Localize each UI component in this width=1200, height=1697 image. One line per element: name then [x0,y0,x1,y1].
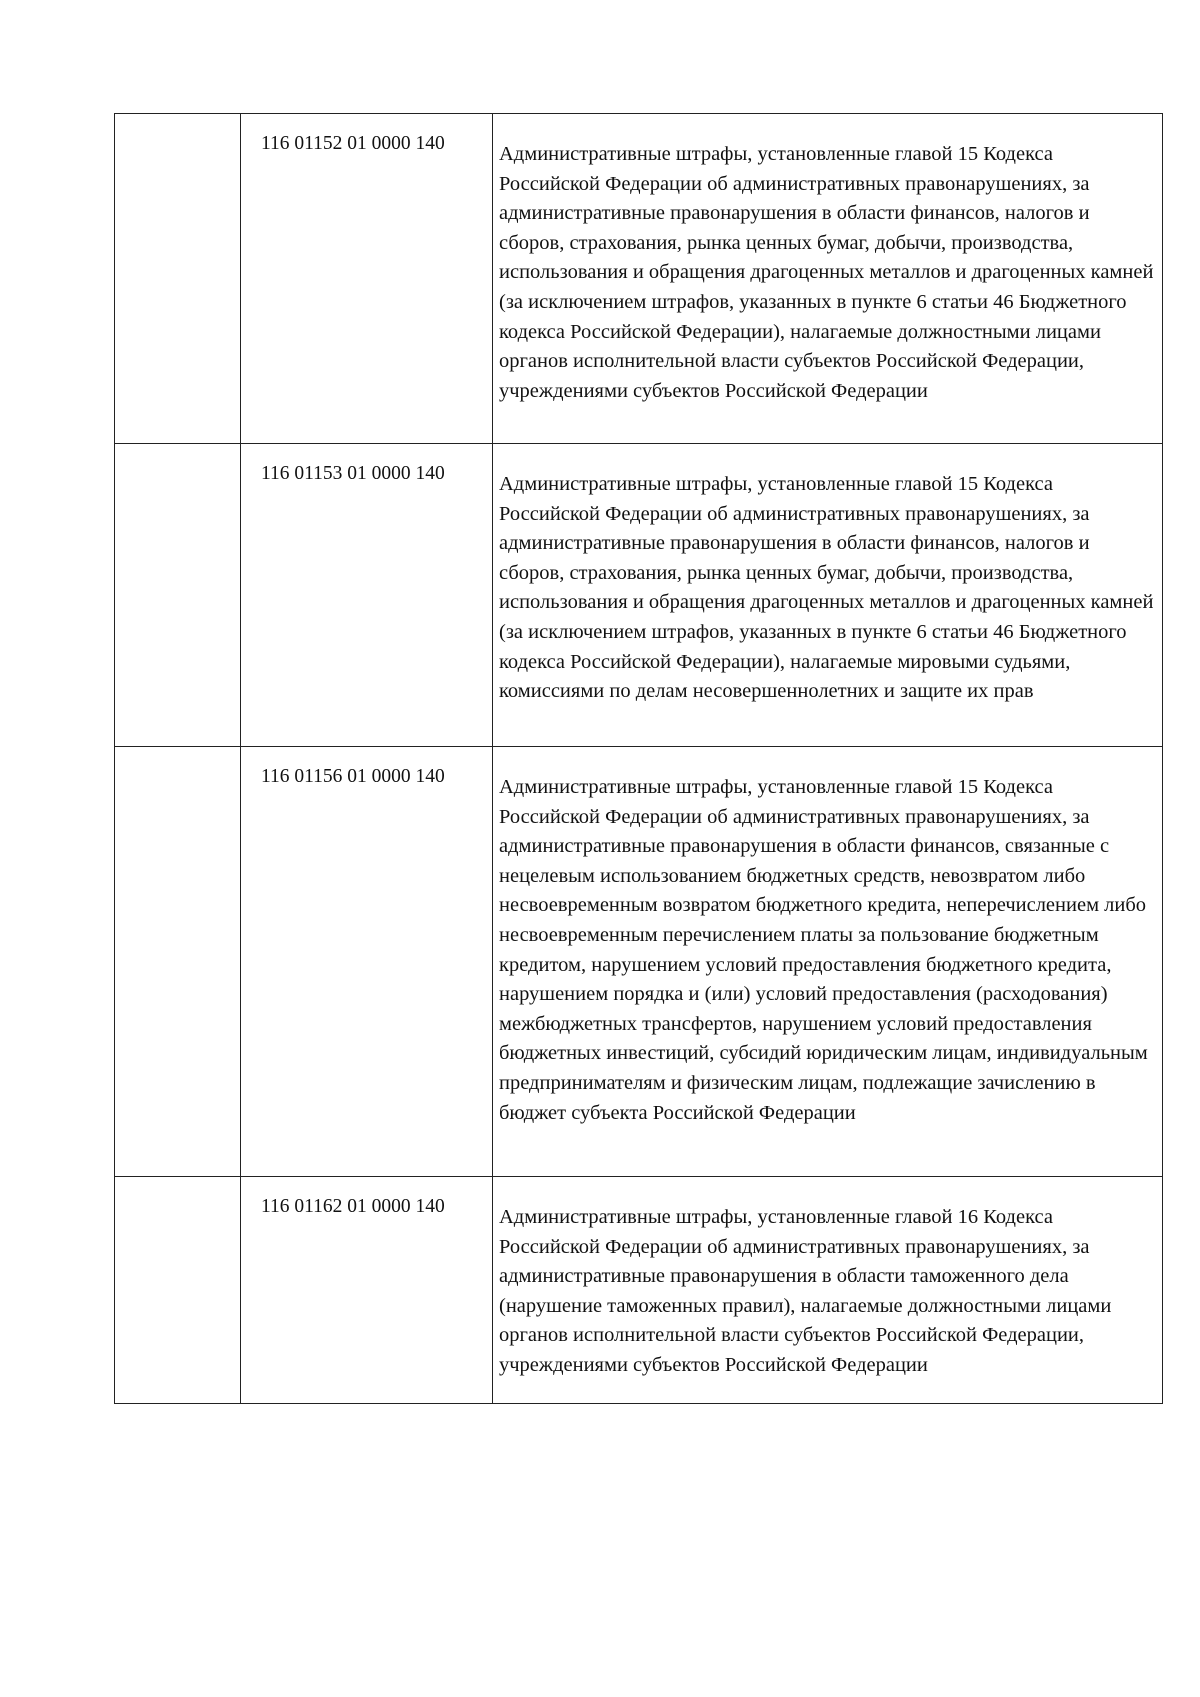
table-row [115,747,1163,1177]
budget-code-cell [241,1177,493,1404]
table-row [115,444,1163,747]
income-description: Административные штрафы, установленные главой 15 Кодекса Российской Федерации об административных правонарушениях, за административные правонарушения в области финансов, налогов и сборов, страхования, рынка ценных бумаг, добычи, производства, использования и обращения драгоценных металлов и драгоценных камней (за исключением штрафов, указанных в пункте 6 статьи 46 Бюджетного кодекса Российской Федерации), налагаемые мировыми судьями, комиссиями по делам несовершеннолетних и защите их прав [499,473,1154,703]
income-description: Административные штрафы, установленные главой 15 Кодекса Российской Федерации об административных правонарушениях, за административные правонарушения в области финансов, связанные с нецелевым использованием бюджетных средств, невозвратом либо несвоевременным возвратом бюджетного кредита, неперечислением либо несвоевременным перечислением платы за пользование бюджетным кредитом, нарушением условий предоставления бюджетного кредита, нарушением порядка и (или) условий предоставления (расходования) межбюджетных трансфертов, нарушением условий предоставления бюджетных инвестиций, субсидий юридическим лицам, индивидуальным предпринимателям и физическим лицам, подлежащие зачислению в бюджет субъекта Российской Федерации [499,776,1148,1124]
budget-code: 116 01153 01 0000 140 [261,463,445,484]
row-number-cell [115,444,241,747]
table-row [115,1177,1163,1404]
description-cell [493,747,1163,1177]
description-cell [493,444,1163,747]
budget-code: 116 01162 01 0000 140 [261,1196,445,1217]
row-number-cell [115,1177,241,1404]
description-cell [493,114,1163,444]
budget-code: 116 01156 01 0000 140 [261,766,445,787]
budget-code: 116 01152 01 0000 140 [261,133,445,154]
row-number-cell [115,114,241,444]
table-row [115,114,1163,444]
description-cell [493,1177,1163,1404]
budget-code-cell [241,444,493,747]
budget-classification-table [114,113,1163,1404]
row-number-cell [115,747,241,1177]
income-description: Административные штрафы, установленные главой 16 Кодекса Российской Федерации об административных правонарушениях, за административные правонарушения в области таможенного дела (нарушение таможенных правил), налагаемые должностными лицами органов исполнительной власти субъектов Российской Федерации, учреждениями субъектов Российской Федерации [499,1206,1112,1376]
budget-code-cell [241,747,493,1177]
budget-code-cell [241,114,493,444]
income-description: Административные штрафы, установленные главой 15 Кодекса Российской Федерации об административных правонарушениях, за административные правонарушения в области финансов, налогов и сборов, страхования, рынка ценных бумаг, добычи, производства, использования и обращения драгоценных металлов и драгоценных камней (за исключением штрафов, указанных в пункте 6 статьи 46 Бюджетного кодекса Российской Федерации), налагаемые должностными лицами органов исполнительной власти субъектов Российской Федерации, учреждениями субъектов Российской Федерации [499,143,1154,402]
